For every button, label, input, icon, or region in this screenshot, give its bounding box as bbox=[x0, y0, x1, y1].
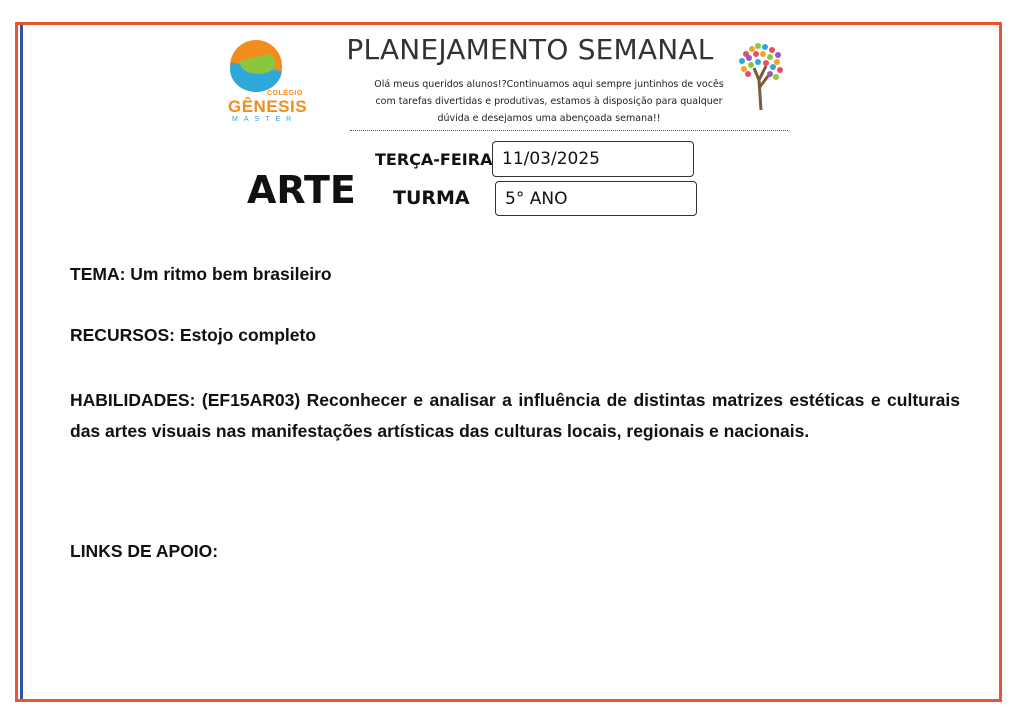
tema-line bbox=[70, 264, 960, 285]
page-title: PLANEJAMENTO SEMANAL bbox=[346, 33, 714, 66]
habilidades-value: (EF15AR03) Reconhecer e analisar a influência de distintas matrizes estéticas e culturais das artes visuais nas manifestações artísticas das culturas locais, regionais e nacionais. bbox=[70, 390, 960, 441]
recursos-value: Estojo completo bbox=[179, 325, 317, 345]
greeting-text bbox=[368, 76, 730, 127]
logo-colegio-text: COLÉGIO bbox=[267, 90, 303, 97]
logo-master-text: MASTER bbox=[232, 116, 298, 123]
greeting-line-1: Olá meus queridos alunos!?Continuamos aqui sempre juntinhos de vocês bbox=[374, 79, 724, 90]
subject-title: ARTE bbox=[247, 168, 356, 212]
tema-value: Um ritmo bem brasileiro bbox=[130, 264, 332, 284]
dotted-divider bbox=[350, 130, 788, 131]
habilidades-label: HABILIDADES: bbox=[70, 390, 196, 410]
school-logo-icon bbox=[222, 40, 308, 124]
day-label: TERÇA-FEIRA bbox=[375, 150, 493, 169]
tree-icon bbox=[734, 40, 788, 110]
greeting-line-2: com tarefas divertidas e produtivas, estamos à disposição para qualquer bbox=[375, 96, 723, 107]
date-field: 11/03/2025 bbox=[492, 141, 694, 177]
tema-label: TEMA: bbox=[70, 264, 126, 284]
turma-label: TURMA bbox=[393, 187, 470, 209]
links-label: LINKS DE APOIO: bbox=[70, 541, 219, 561]
links-line bbox=[70, 541, 960, 562]
recursos-line bbox=[70, 325, 960, 346]
left-blue-line bbox=[20, 25, 23, 699]
recursos-label: RECURSOS: bbox=[70, 325, 176, 345]
habilidades-paragraph bbox=[70, 385, 960, 447]
logo-genesis-text: GÊNESIS bbox=[228, 97, 308, 116]
turma-field: 5° ANO bbox=[495, 181, 697, 216]
greeting-line-3: dúvida e desejamos uma abençoada semana!! bbox=[437, 113, 661, 124]
